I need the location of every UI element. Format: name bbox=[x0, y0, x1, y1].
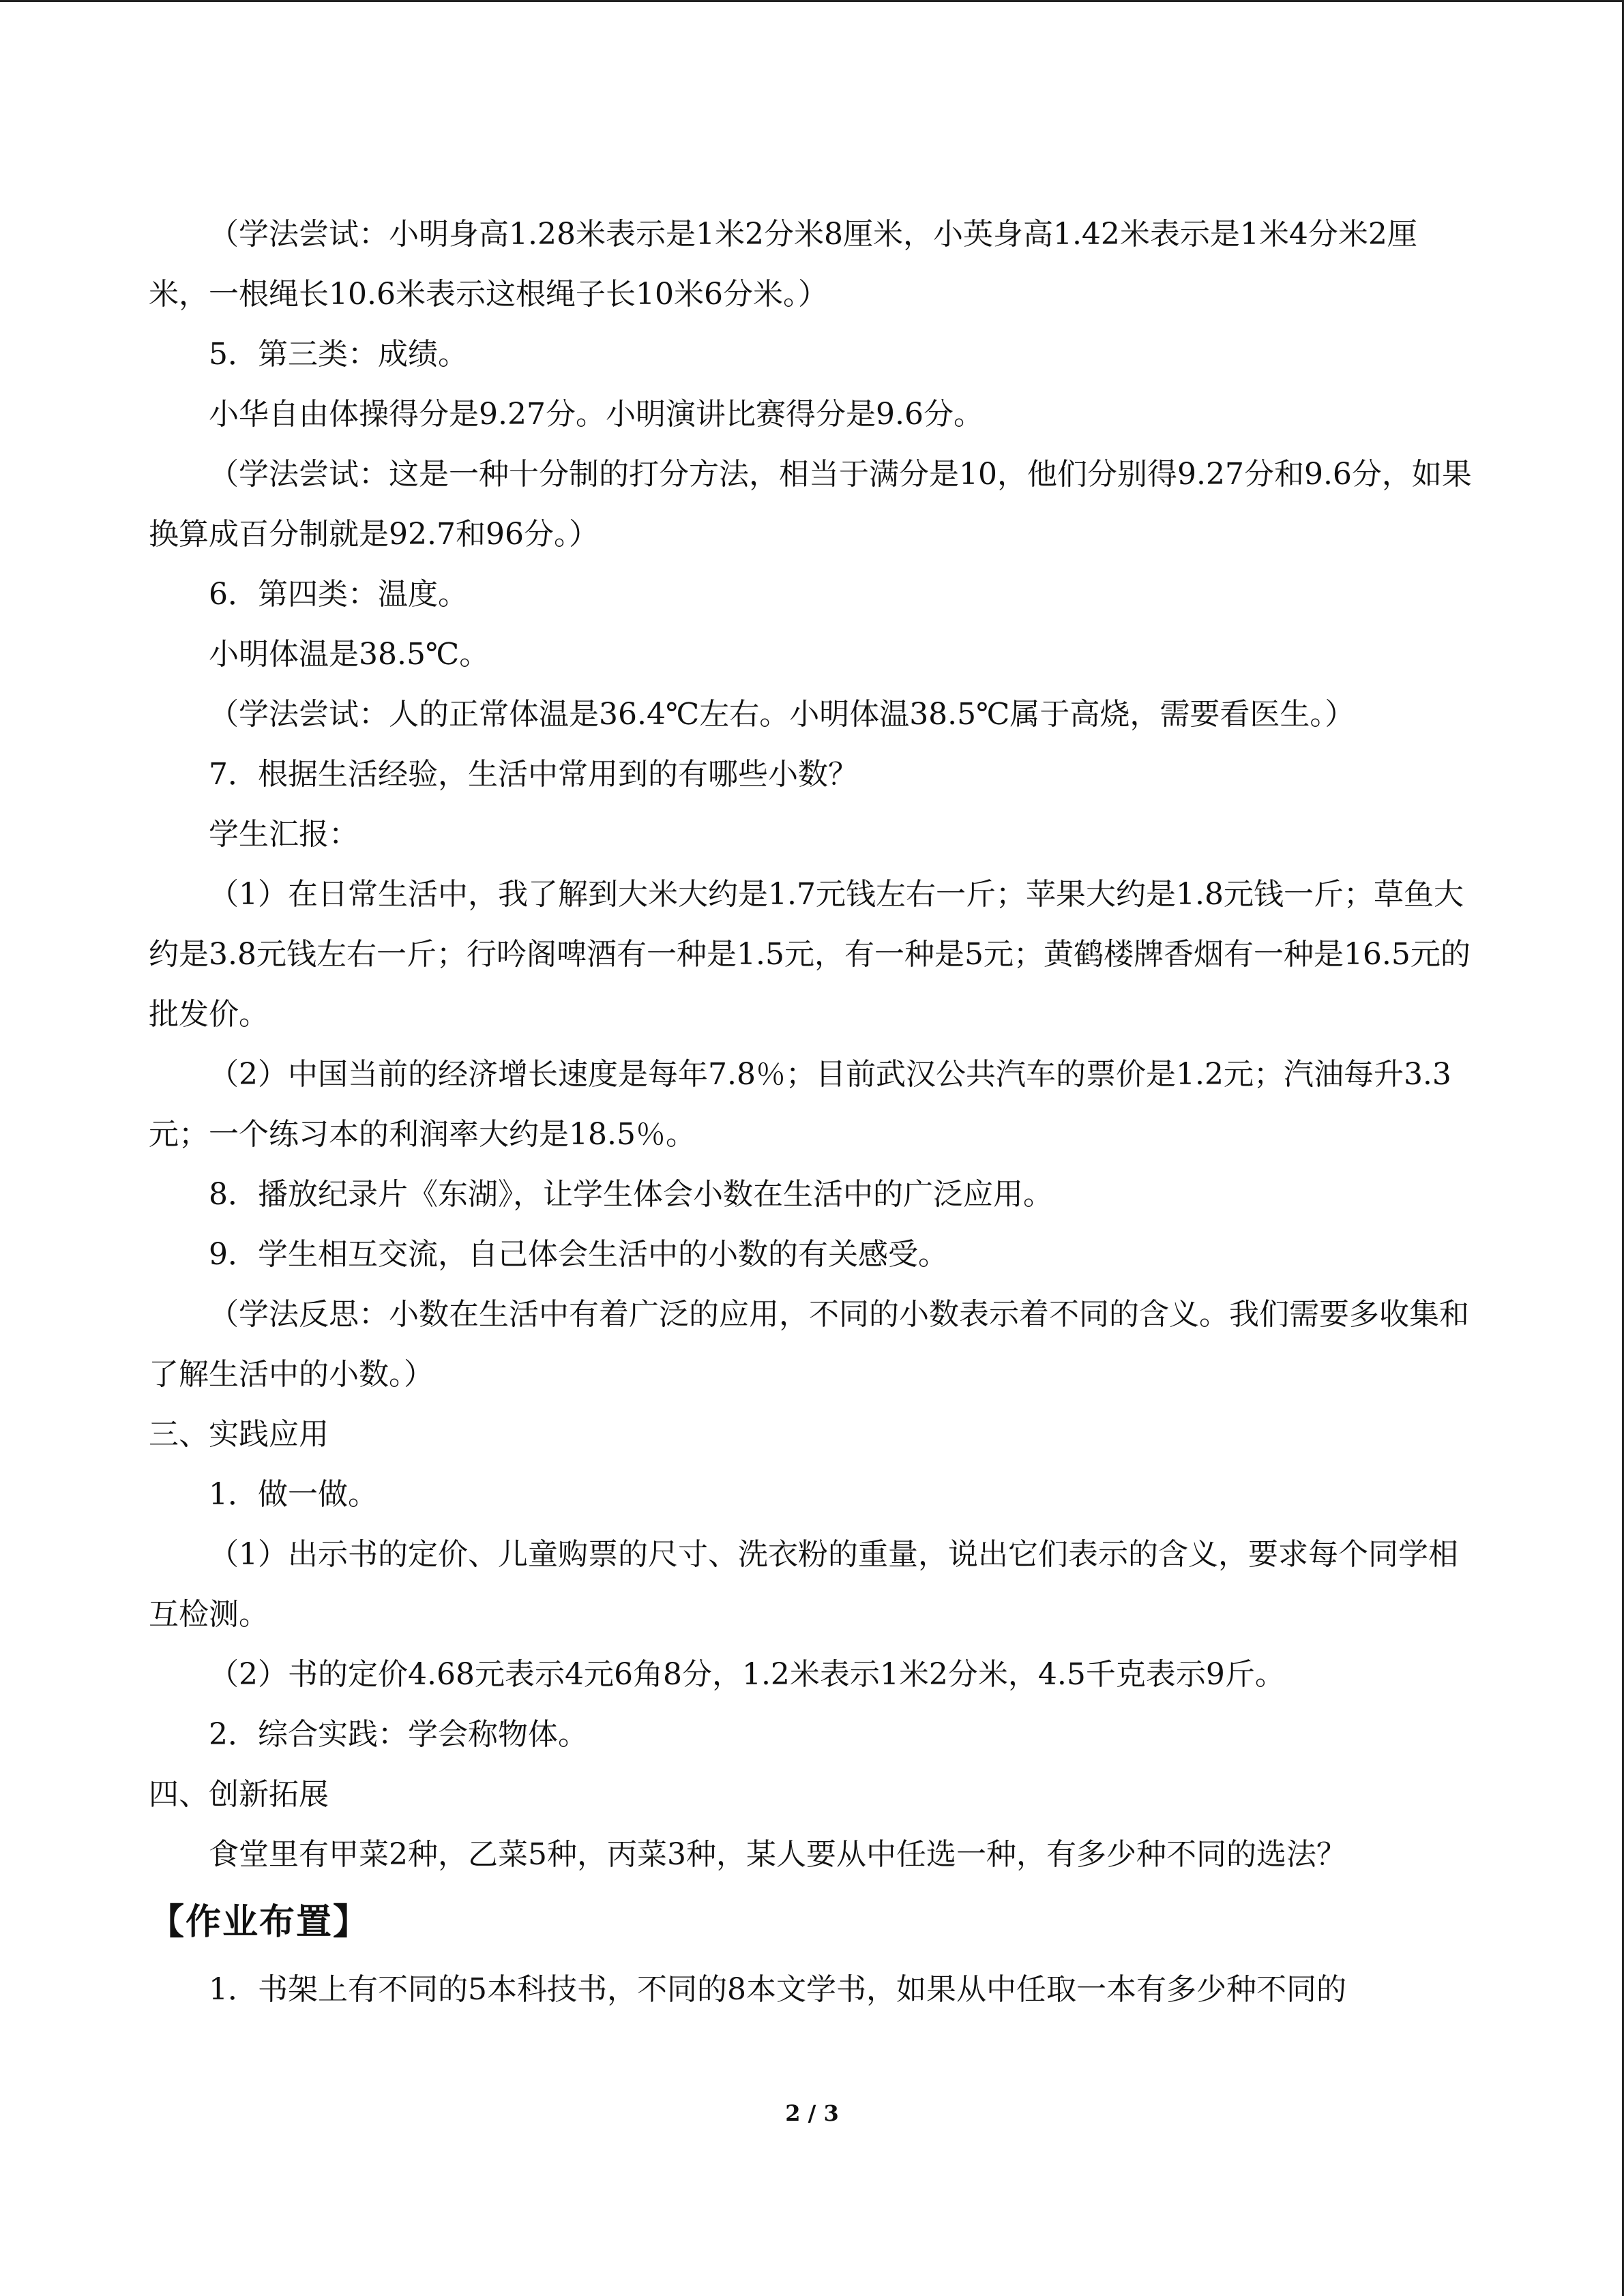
homework-heading: 【作业布置】 bbox=[149, 1902, 370, 1943]
paragraph-score-trial: （学法尝试：这是一种十分制的打分方法，相当于满分是10，他们分别得9.27分和9.6分，如果换算成百分制就是92.7和96分。） bbox=[149, 457, 1472, 552]
paragraph-homework-1: 1．书架上有不同的5本科技书，不同的8本文学书，如果从中任取一本有多少种不同的 bbox=[209, 1972, 1346, 2007]
paragraph-category-4: 6．第四类：温度。 bbox=[209, 577, 468, 612]
paragraph-practice-1-2: （2）书的定价4.68元表示4元6角8分，1.2米表示1米2分米，4.5千克表示9斤。 bbox=[209, 1657, 1285, 1692]
paragraph-reflection: （学法反思：小数在生活中有着广泛的应用，不同的小数表示着不同的含义。我们需要多收集和了解生活中的小数。） bbox=[149, 1297, 1469, 1392]
paragraph-score-example: 小华自由体操得分是9.27分。小明演讲比赛得分是9.6分。 bbox=[209, 397, 984, 432]
section-heading-innovation: 四、创新拓展 bbox=[149, 1777, 329, 1812]
paragraph-student-report: 学生汇报： bbox=[209, 817, 359, 852]
paragraph-report-1: （1）在日常生活中，我了解到大米大约是1.7元钱左右一斤；苹果大约是1.8元钱一斤；草鱼大约是3.8元钱左右一斤；行吟阁啤酒有一种是1.5元，有一种是5元；黄鹤楼牌香烟有一种是16.5元的批发价。 bbox=[149, 877, 1471, 1032]
paragraph-report-2: （2）中国当前的经济增长速度是每年7.8％；目前武汉公共汽车的票价是1.2元；汽油每升3.3元；一个练习本的利润率大约是18.5％。 bbox=[149, 1057, 1451, 1152]
document-body bbox=[149, 205, 1475, 2020]
paragraph-question-7: 7．根据生活经验，生活中常用到的有哪些小数？ bbox=[209, 757, 858, 792]
paragraph-item-9: 9．学生相互交流，自己体会生活中的小数的有关感受。 bbox=[209, 1237, 948, 1272]
paragraph-practice-2: 2．综合实践：学会称物体。 bbox=[209, 1717, 588, 1752]
section-heading-practice: 三、实践应用 bbox=[149, 1417, 329, 1452]
paragraph-practice-1-1: （1）出示书的定价、儿童购票的尺寸、洗衣粉的重量，说出它们表示的含义，要求每个同学相互检测。 bbox=[149, 1537, 1458, 1632]
paragraph-cafeteria-question: 食堂里有甲菜2种，乙菜5种，丙菜3种，某人要从中任选一种，有多少种不同的选法？ bbox=[209, 1837, 1346, 1872]
page-number: 2 / 3 bbox=[785, 2100, 839, 2126]
paragraph-height-trial: （学法尝试：小明身高1.28米表示是1米2分米8厘米，小英身高1.42米表示是1米4分米2厘米，一根绳长10.6米表示这根绳子长10米6分米。） bbox=[149, 217, 1417, 312]
paragraph-practice-1: 1．做一做。 bbox=[209, 1477, 378, 1512]
paragraph-temperature-trial: （学法尝试：人的正常体温是36.4℃左右。小明体温38.5℃属于高烧，需要看医生。） bbox=[209, 697, 1355, 732]
paragraph-temperature-example: 小明体温是38.5℃。 bbox=[209, 637, 490, 672]
paragraph-category-3: 5．第三类：成绩。 bbox=[209, 337, 468, 372]
paragraph-item-8: 8．播放纪录片《东湖》，让学生体会小数在生活中的广泛应用。 bbox=[209, 1177, 1053, 1212]
